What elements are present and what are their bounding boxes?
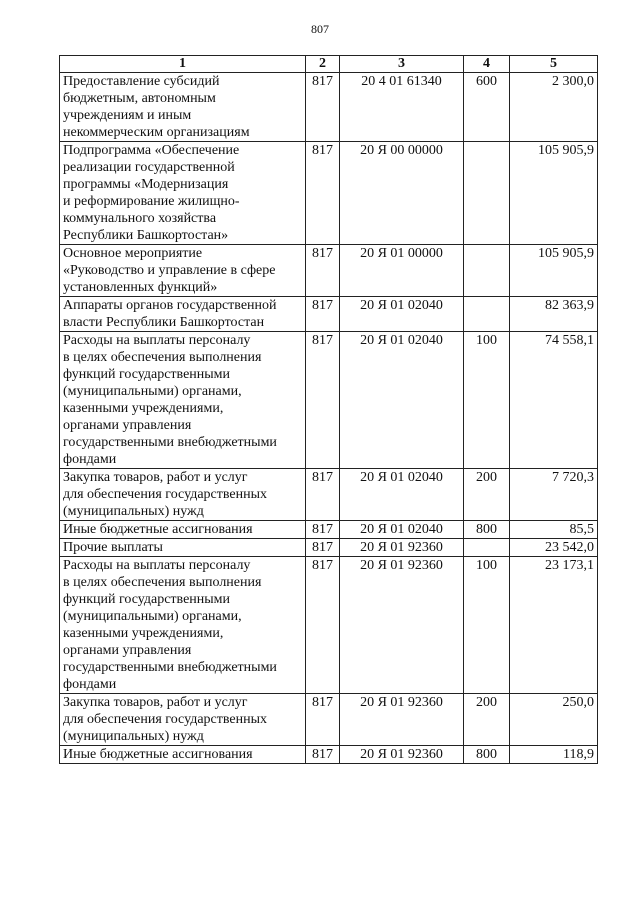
expense-type-cell: 100 [464, 557, 510, 694]
header-row [60, 56, 598, 73]
expense-type-cell: 600 [464, 73, 510, 142]
expense-type-cell: 200 [464, 469, 510, 521]
row-name-line: в целях обеспечения выполнения [63, 575, 262, 590]
target-code-cell: 20 Я 01 92360 [340, 557, 464, 694]
row-name-line: для обеспечения государственных [63, 487, 267, 502]
row-name-line: Республики Башкортостан» [63, 228, 229, 243]
row-name-line: (муниципальными) органами, [63, 384, 242, 399]
target-code-cell: 20 4 01 61340 [340, 73, 464, 142]
table-row [60, 746, 598, 764]
row-name-line: Закупка товаров, работ и услуг [63, 470, 248, 485]
row-name-line: Основное мероприятие [63, 246, 203, 261]
row-name-line: (муниципальных) нужд [63, 729, 204, 744]
row-name-line: Расходы на выплаты персоналу [63, 333, 251, 348]
row-name-line: Прочие выплаты [63, 540, 163, 555]
row-name-line: «Руководство и управление в сфере [63, 263, 276, 278]
target-code-cell: 20 Я 01 02040 [340, 297, 464, 332]
row-name-line: (муниципальными) органами, [63, 609, 242, 624]
row-name-line: фондами [63, 677, 117, 692]
amount-cell: 105 905,9 [510, 245, 598, 297]
amount-cell: 23 542,0 [510, 539, 598, 557]
amount-cell: 2 300,0 [510, 73, 598, 142]
expense-type-cell: 800 [464, 746, 510, 764]
target-code-cell: 20 Я 01 02040 [340, 521, 464, 539]
row-name-cell [60, 746, 306, 764]
row-name-cell [60, 297, 306, 332]
row-name-cell [60, 694, 306, 746]
row-name-line: и реформирование жилищно- [63, 194, 240, 209]
amount-cell: 7 720,3 [510, 469, 598, 521]
expense-type-cell: 100 [464, 332, 510, 469]
row-name-line: бюджетным, автономным [63, 91, 216, 106]
row-name-line: Иные бюджетные ассигнования [63, 747, 253, 762]
amount-cell: 74 558,1 [510, 332, 598, 469]
target-code-cell: 20 Я 01 92360 [340, 746, 464, 764]
table-row [60, 469, 598, 521]
ministry-code-cell: 817 [306, 142, 340, 245]
ministry-code-cell: 817 [306, 297, 340, 332]
row-name-line: функций государственными [63, 367, 231, 382]
table-row [60, 539, 598, 557]
ministry-code-cell: 817 [306, 746, 340, 764]
row-name-line: Аппараты органов государственной [63, 298, 277, 313]
row-name-cell [60, 539, 306, 557]
expense-type-cell [464, 297, 510, 332]
row-name-cell [60, 245, 306, 297]
row-name-line: реализации государственной [63, 160, 235, 175]
row-name-line: казенными учреждениями, [63, 626, 224, 641]
row-name-line: Закупка товаров, работ и услуг [63, 695, 248, 710]
row-name-line: Подпрограмма «Обеспечение [63, 143, 240, 158]
ministry-code-cell: 817 [306, 539, 340, 557]
row-name-line: Расходы на выплаты персоналу [63, 558, 251, 573]
row-name-line: в целях обеспечения выполнения [63, 350, 262, 365]
target-code-cell: 20 Я 01 92360 [340, 539, 464, 557]
row-name-line: для обеспечения государственных [63, 712, 267, 727]
expense-type-cell [464, 142, 510, 245]
header-col-5: 5 [510, 56, 598, 73]
ministry-code-cell: 817 [306, 557, 340, 694]
row-name-line: коммунального хозяйства [63, 211, 217, 226]
expense-type-cell [464, 539, 510, 557]
ministry-code-cell: 817 [306, 469, 340, 521]
row-name-line: власти Республики Башкортостан [63, 315, 265, 330]
target-code-cell: 20 Я 01 02040 [340, 332, 464, 469]
amount-cell: 105 905,9 [510, 142, 598, 245]
amount-cell: 82 363,9 [510, 297, 598, 332]
row-name-line: государственными внебюджетными [63, 435, 277, 450]
target-code-cell: 20 Я 01 00000 [340, 245, 464, 297]
row-name-line: установленных функций» [63, 280, 218, 295]
table-header [60, 56, 598, 73]
table-row [60, 297, 598, 332]
row-name-line: органами управления [63, 418, 192, 433]
page-number: 807 [311, 22, 329, 36]
expense-type-cell: 800 [464, 521, 510, 539]
table-row [60, 142, 598, 245]
budget-table [59, 55, 598, 764]
row-name-cell [60, 142, 306, 245]
table-row [60, 694, 598, 746]
row-name-line: учреждениям и иным [63, 108, 192, 123]
row-name-cell [60, 332, 306, 469]
row-name-cell [60, 521, 306, 539]
target-code-cell: 20 Я 00 00000 [340, 142, 464, 245]
row-name-line: государственными внебюджетными [63, 660, 277, 675]
table-row [60, 557, 598, 694]
header-col-2: 2 [306, 56, 340, 73]
expense-type-cell: 200 [464, 694, 510, 746]
expense-type-cell [464, 245, 510, 297]
row-name-cell [60, 557, 306, 694]
table-row [60, 245, 598, 297]
row-name-line: Иные бюджетные ассигнования [63, 522, 253, 537]
row-name-line: фондами [63, 452, 117, 467]
header-col-1: 1 [60, 56, 306, 73]
row-name-line: программы «Модернизация [63, 177, 229, 192]
target-code-cell: 20 Я 01 02040 [340, 469, 464, 521]
amount-cell: 250,0 [510, 694, 598, 746]
header-col-4: 4 [464, 56, 510, 73]
amount-cell: 85,5 [510, 521, 598, 539]
header-col-3: 3 [340, 56, 464, 73]
ministry-code-cell: 817 [306, 521, 340, 539]
ministry-code-cell: 817 [306, 332, 340, 469]
row-name-line: функций государственными [63, 592, 231, 607]
ministry-code-cell: 817 [306, 694, 340, 746]
row-name-line: Предоставление субсидий [63, 74, 220, 89]
amount-cell: 118,9 [510, 746, 598, 764]
ministry-code-cell: 817 [306, 245, 340, 297]
ministry-code-cell: 817 [306, 73, 340, 142]
table-row [60, 332, 598, 469]
amount-cell: 23 173,1 [510, 557, 598, 694]
table-row [60, 521, 598, 539]
row-name-cell [60, 73, 306, 142]
row-name-line: (муниципальных) нужд [63, 504, 204, 519]
table-body [60, 73, 598, 764]
row-name-cell [60, 469, 306, 521]
row-name-line: казенными учреждениями, [63, 401, 224, 416]
row-name-line: органами управления [63, 643, 192, 658]
table-row [60, 73, 598, 142]
row-name-line: некоммерческим организациям [63, 125, 250, 140]
target-code-cell: 20 Я 01 92360 [340, 694, 464, 746]
